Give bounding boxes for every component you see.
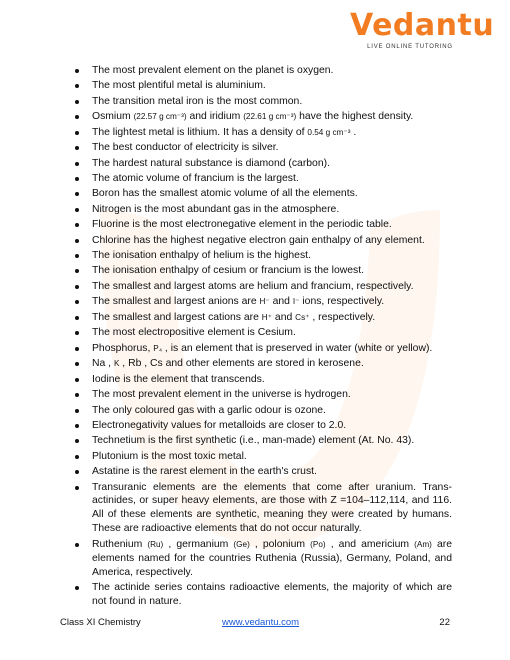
- text-fragment: Ruthenium: [92, 538, 148, 550]
- fact-item: The most prevalent element on the planet is oxygen.: [68, 64, 452, 78]
- facts-list: [68, 64, 452, 609]
- fact-item: Iodine is the element that transcends.: [68, 373, 452, 387]
- text-fragment: , Rb , Cs and other elements are stored in kerosene.: [119, 358, 364, 370]
- text-fragment: Osmium: [92, 111, 134, 123]
- formula-fragment: K: [113, 359, 120, 369]
- text-fragment: Phosphorus,: [92, 342, 154, 354]
- fact-item: The only coloured gas with a garlic odour is ozone.: [68, 404, 452, 418]
- text-fragment: , germanium: [163, 538, 234, 550]
- formula-fragment: (22.57 g cm⁻³): [133, 112, 187, 122]
- fact-item: The transition metal iron is the most common.: [68, 95, 452, 109]
- fact-item: The hardest natural substance is diamond (carbon).: [68, 157, 452, 171]
- text-fragment: The lightest metal is lithium. It has a density of: [92, 126, 308, 138]
- formula-fragment: H⁻: [259, 297, 270, 307]
- text-fragment: , respectively.: [309, 311, 376, 323]
- fact-item: Technetium is the first synthetic (i.e., man-made) element (At. No. 43).: [68, 434, 452, 448]
- fact-item: Chlorine has the highest negative electron gain enthalpy of any element.: [68, 234, 452, 248]
- formula-fragment: (Am): [414, 539, 432, 549]
- fact-item: Astatine is the rarest element in the earth's crust.: [68, 465, 452, 479]
- text-fragment: and: [269, 296, 293, 308]
- formula-fragment: Cs⁺: [295, 312, 310, 322]
- text-fragment: , polonium: [249, 538, 311, 550]
- footer-subject: Class XI Chemistry: [60, 617, 141, 628]
- formula-fragment: 0.54 g cm⁻³: [307, 127, 351, 137]
- fact-item: [68, 126, 452, 140]
- text-fragment: .: [350, 126, 357, 138]
- text-fragment: have the highest density.: [296, 111, 414, 123]
- fact-item: The most electropositive element is Cesium.: [68, 326, 452, 340]
- fact-item: [68, 110, 452, 124]
- text-fragment: and iridium: [186, 111, 244, 123]
- formula-fragment: (Ge): [233, 539, 250, 549]
- fact-item: The smallest and largest atoms are helium and francium, respectively.: [68, 280, 452, 294]
- text-fragment: are elements named for the countries Ruthenia (Russia), Germany, Poland, and America, respectively.: [92, 538, 452, 578]
- text-fragment: and: [272, 311, 296, 323]
- fact-item: The ionisation enthalpy of cesium or francium is the lowest.: [68, 264, 452, 278]
- formula-fragment: (22.61 g cm⁻³): [243, 112, 297, 122]
- text-fragment: , is an element that is preserved in water (white or yellow).: [162, 342, 433, 354]
- logo-wordmark: Vedantu: [350, 8, 495, 43]
- logo-tagline: LIVE ONLINE TUTORING: [367, 44, 453, 50]
- fact-item: Transuranic elements are the elements that come after uranium. Trans-actinides, or super heavy elements, are those with Z =104–112,114, and 116. All of these elements are synthetic, meaning they were created by humans. These are radioactive elements that do not occur naturally.: [68, 481, 452, 537]
- formula-fragment: P₄: [153, 343, 163, 353]
- footer-website-link[interactable]: www.vedantu.com: [222, 617, 300, 628]
- fact-item: Nitrogen is the most abundant gas in the atmosphere.: [68, 203, 452, 217]
- formula-fragment: I⁻: [292, 297, 300, 307]
- text-fragment: The smallest and largest cations are: [92, 311, 262, 323]
- fact-item: Electronegativity values for metalloids are closer to 2.0.: [68, 419, 452, 433]
- fact-item: [68, 342, 452, 356]
- formula-fragment: (Ru): [147, 539, 164, 549]
- document-body: [68, 64, 452, 610]
- text-fragment: Na ,: [92, 358, 114, 370]
- fact-item: The most prevalent element in the universe is hydrogen.: [68, 388, 452, 402]
- fact-item: Plutonium is the most toxic metal.: [68, 450, 452, 464]
- fact-item: The most plentiful metal is aluminium.: [68, 79, 452, 93]
- fact-item: Boron has the smallest atomic volume of all the elements.: [68, 187, 452, 201]
- fact-item: [68, 357, 452, 371]
- vedantu-logo: [350, 8, 495, 56]
- fact-item: The best conductor of electricity is silver.: [68, 141, 452, 155]
- formula-fragment: (Po): [310, 539, 326, 549]
- text-fragment: The smallest and largest anions are: [92, 296, 260, 308]
- fact-item: [68, 295, 452, 309]
- fact-item: [68, 538, 452, 580]
- fact-item: The atomic volume of francium is the largest.: [68, 172, 452, 186]
- text-fragment: ions, respectively.: [299, 296, 385, 308]
- fact-item: The actinide series contains radioactive elements, the majority of which are not found in nature.: [68, 581, 452, 609]
- footer-page-number: 22: [439, 617, 450, 628]
- fact-item: The ionisation enthalpy of helium is the highest.: [68, 249, 452, 263]
- fact-item: [68, 311, 452, 325]
- text-fragment: , and americium: [325, 538, 415, 550]
- formula-fragment: H⁺: [261, 312, 273, 322]
- fact-item: Fluorine is the most electronegative element in the periodic table.: [68, 218, 452, 232]
